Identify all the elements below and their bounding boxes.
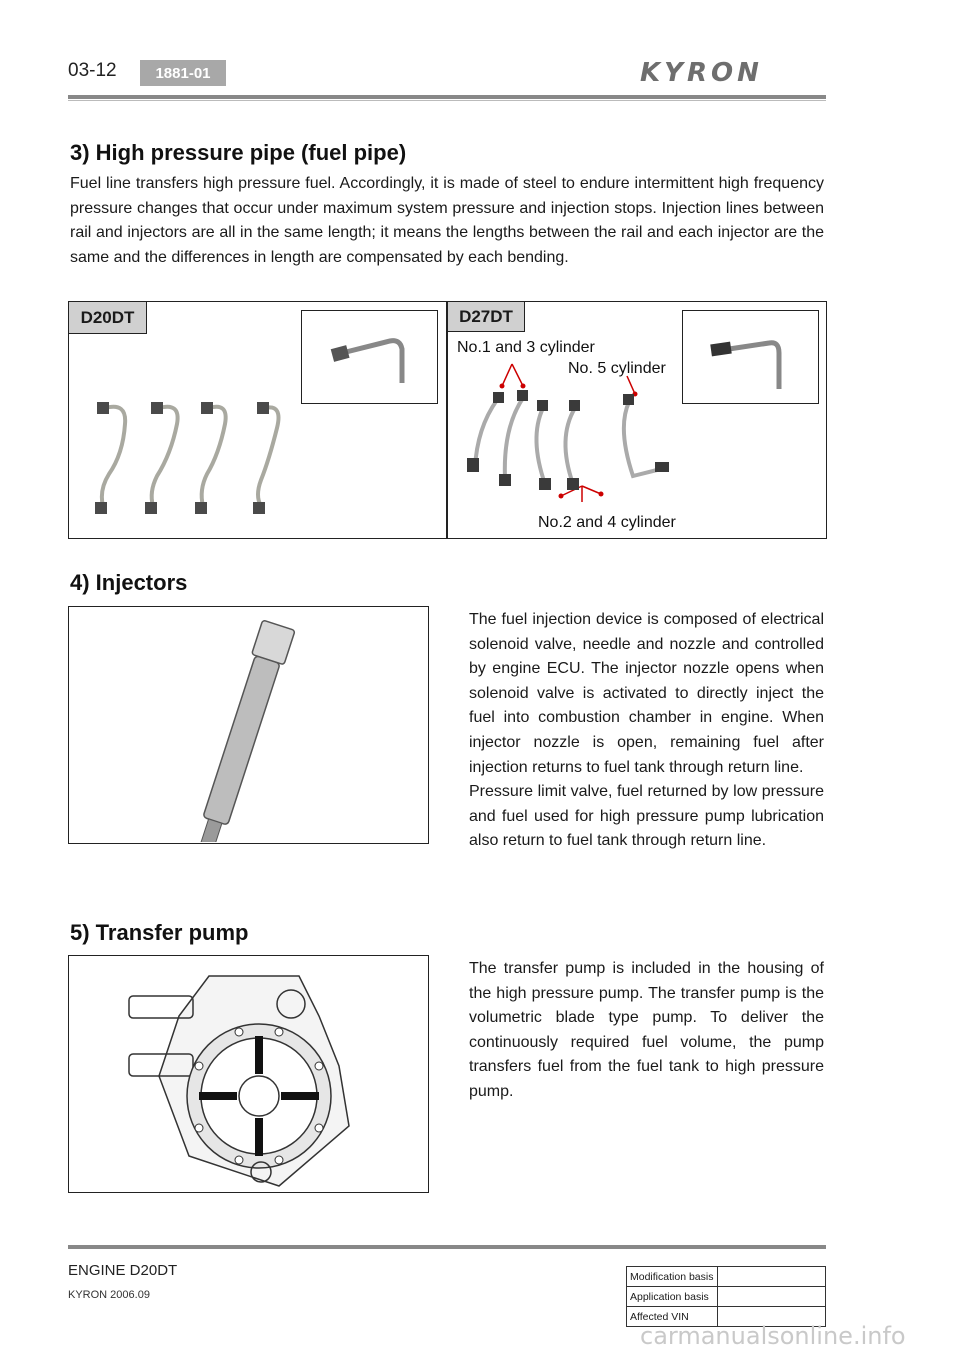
header-rule-thin: [68, 100, 826, 101]
injector-figure: [68, 606, 429, 844]
footer-subtitle: KYRON 2006.09: [68, 1289, 150, 1301]
pipe-inset-icon: [302, 311, 436, 402]
section-code-badge: 1881-01: [140, 60, 226, 86]
table-row: [627, 1287, 826, 1307]
section-5-title: 5) Transfer pump: [70, 920, 249, 945]
section-4-body-p1: The fuel injection device is composed of electrical solenoid valve, needle and nozzle and controlled by engine ECU. The injector nozzle opens when solenoid valve is activated to directly inject the fuel into combustion chamber in engine. When injector nozzle is open, remaining fuel after injection returns to fuel tank through return line.: [469, 611, 824, 776]
cylinder-2-4-label: No.2 and 4 cylinder: [538, 514, 676, 531]
transfer-pump-illustration: [69, 956, 427, 1191]
cylinder-1-3-label: No.1 and 3 cylinder: [457, 339, 595, 356]
table-value: [718, 1287, 826, 1307]
header-rule: [68, 95, 826, 99]
d27dt-pipes-illustration: [457, 358, 697, 508]
transfer-pump-figure: [68, 955, 429, 1193]
section-3-title: 3) High pressure pipe (fuel pipe): [70, 140, 407, 165]
table-key: Application basis: [627, 1287, 718, 1307]
footer-rule: [68, 1245, 826, 1249]
section-5-body: The transfer pump is included in the housing of the high pressure pump. The transfer pump is the volumetric blade type pump. To deliver the continuously required fuel volume, the pump transfers fuel from the fuel tank to high pressure pump.: [469, 960, 824, 1100]
d20dt-pipe-inset: [301, 310, 438, 404]
section-4-body: [469, 608, 824, 854]
injector-illustration: [69, 607, 427, 842]
table-row: [627, 1267, 826, 1287]
section-4-body-p2: Pressure limit valve, fuel returned by low pressure and fuel used for high pressure pump lubrication also return to fuel tank through return line.: [469, 783, 824, 850]
cylinder-5-label: No. 5 cylinder: [568, 360, 666, 377]
d20dt-tag: D20DT: [69, 302, 147, 334]
footer-title: ENGINE D20DT: [68, 1262, 178, 1279]
modification-table: [626, 1266, 826, 1327]
table-key: Modification basis: [627, 1267, 718, 1287]
pipe-inset-icon-2: [683, 311, 817, 402]
page-number: 03-12: [68, 60, 117, 81]
d20dt-pipes-illustration: [87, 394, 317, 524]
fuel-pipe-figure: [68, 301, 827, 539]
section-4-title: 4) Injectors: [70, 570, 188, 595]
figure-divider: [446, 302, 448, 538]
table-value: [718, 1267, 826, 1287]
kyron-logo: KYRON: [640, 58, 763, 88]
d27dt-tag: D27DT: [447, 302, 525, 332]
watermark: carmanualsonline.info: [640, 1322, 906, 1350]
d27dt-pipe-inset: [682, 310, 819, 404]
table-key: Affected VIN: [627, 1307, 718, 1327]
section-3-body: Fuel line transfers high pressure fuel. Accordingly, it is made of steel to endure intermittent high frequency pressure changes that occur under maximum system pressure and injection stops. Injection lines between rail and injectors are all in the same length; it means the lengths between the rail and each injector are the same and the differences in length are compensated by each bending.: [70, 175, 824, 266]
